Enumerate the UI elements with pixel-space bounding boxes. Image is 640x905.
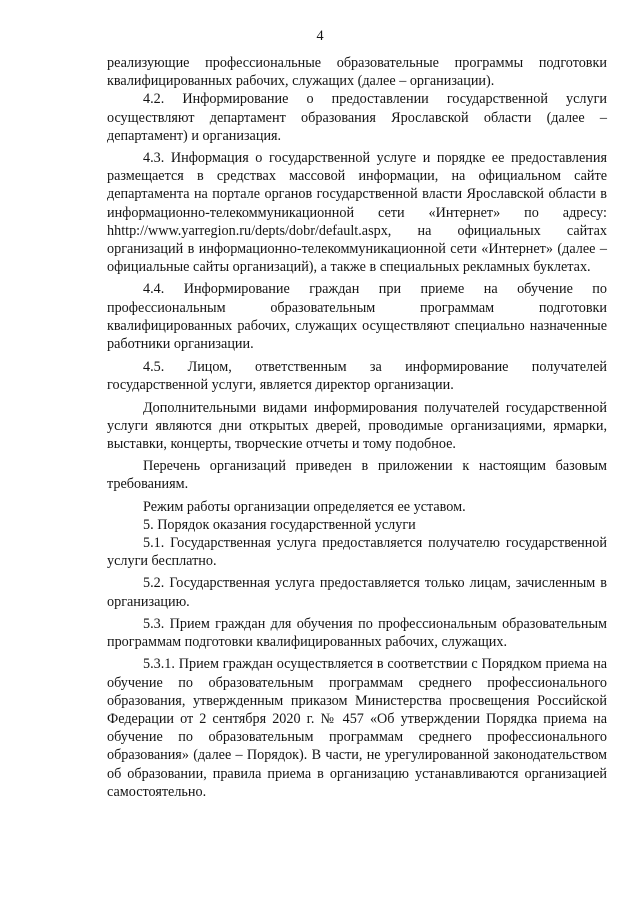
paragraph-4-3: 4.3. Информация о государственной услуге и порядке ее предоставления размещается в средствах массовой информации, на официальном сайте департамента на портале органов государственной власти Ярославской области в информационно-телекоммуникационной сети «Интернет» по адресу: hhttp://www.yarregion.ru/depts/dobr/default.aspx, на официальных сайтах организаций в информационно-телекоммуникационной сети «Интернет» (далее – официальные сайты организаций), а также в специальных рекламных буклетах. — [107, 150, 607, 276]
paragraph-work-regime: Режим работы организации определяется ее уставом. — [143, 498, 466, 515]
paragraph-5-3-1: 5.3.1. Прием граждан осуществляется в соответствии с Порядком приема на обучение по образовательным программам среднего профессионального образования, утвержденным приказом Министерства просвещения Российской Федерации от 2 сентября 2020 г. № 457 «Об утверждении Порядка приема на обучение по образовательным программам среднего профессионального образования» (далее – Порядок). В части, не урегулированной законодательством об образовании, правила приема в организацию устанавливаются организацией самостоятельно. — [107, 656, 607, 800]
section-heading-5: 5. Порядок оказания государственной услуги — [143, 516, 416, 533]
paragraph-5-1: 5.1. Государственная услуга предоставляется получателю государственной услуги бесплатно. — [107, 535, 607, 570]
paragraph-organization-list: Перечень организаций приведен в приложении к настоящим базовым требованиям. — [107, 458, 607, 493]
paragraph-additional-informing: Дополнительными видами информирования получателей государственной услуги являются дни открытых дверей, проводимые организациями, ярмарки, выставки, концерты, творческие отчеты и тому подобное. — [107, 399, 607, 453]
page-number: 4 — [316, 28, 324, 44]
paragraph-5-3: 5.3. Прием граждан для обучения по профессиональным образовательным программам подготовки квалифицированных рабочих, служащих. — [107, 615, 607, 651]
paragraph-4-5: 4.5. Лицом, ответственным за информирование получателей государственной услуги, является директор организации. — [107, 359, 607, 394]
paragraph-5-2: 5.2. Государственная услуга предоставляется только лицам, зачисленным в организацию. — [107, 575, 607, 610]
paragraph-4-4: 4.4. Информирование граждан при приеме на обучение по профессиональным образовательным программам подготовки квалифицированных рабочих, служащих осуществляют специально назначенные работники организации. — [107, 281, 607, 353]
document-body — [107, 54, 607, 801]
paragraph-4-2: 4.2. Информирование о предоставлении государственной услуги осуществляют департамент образования Ярославской области (далее – департамент) и организация. — [107, 91, 607, 144]
paragraph-intro-continuation: реализующие профессиональные образовательные программы подготовки квалифицированных рабочих, служащих (далее – организации). — [107, 55, 607, 90]
